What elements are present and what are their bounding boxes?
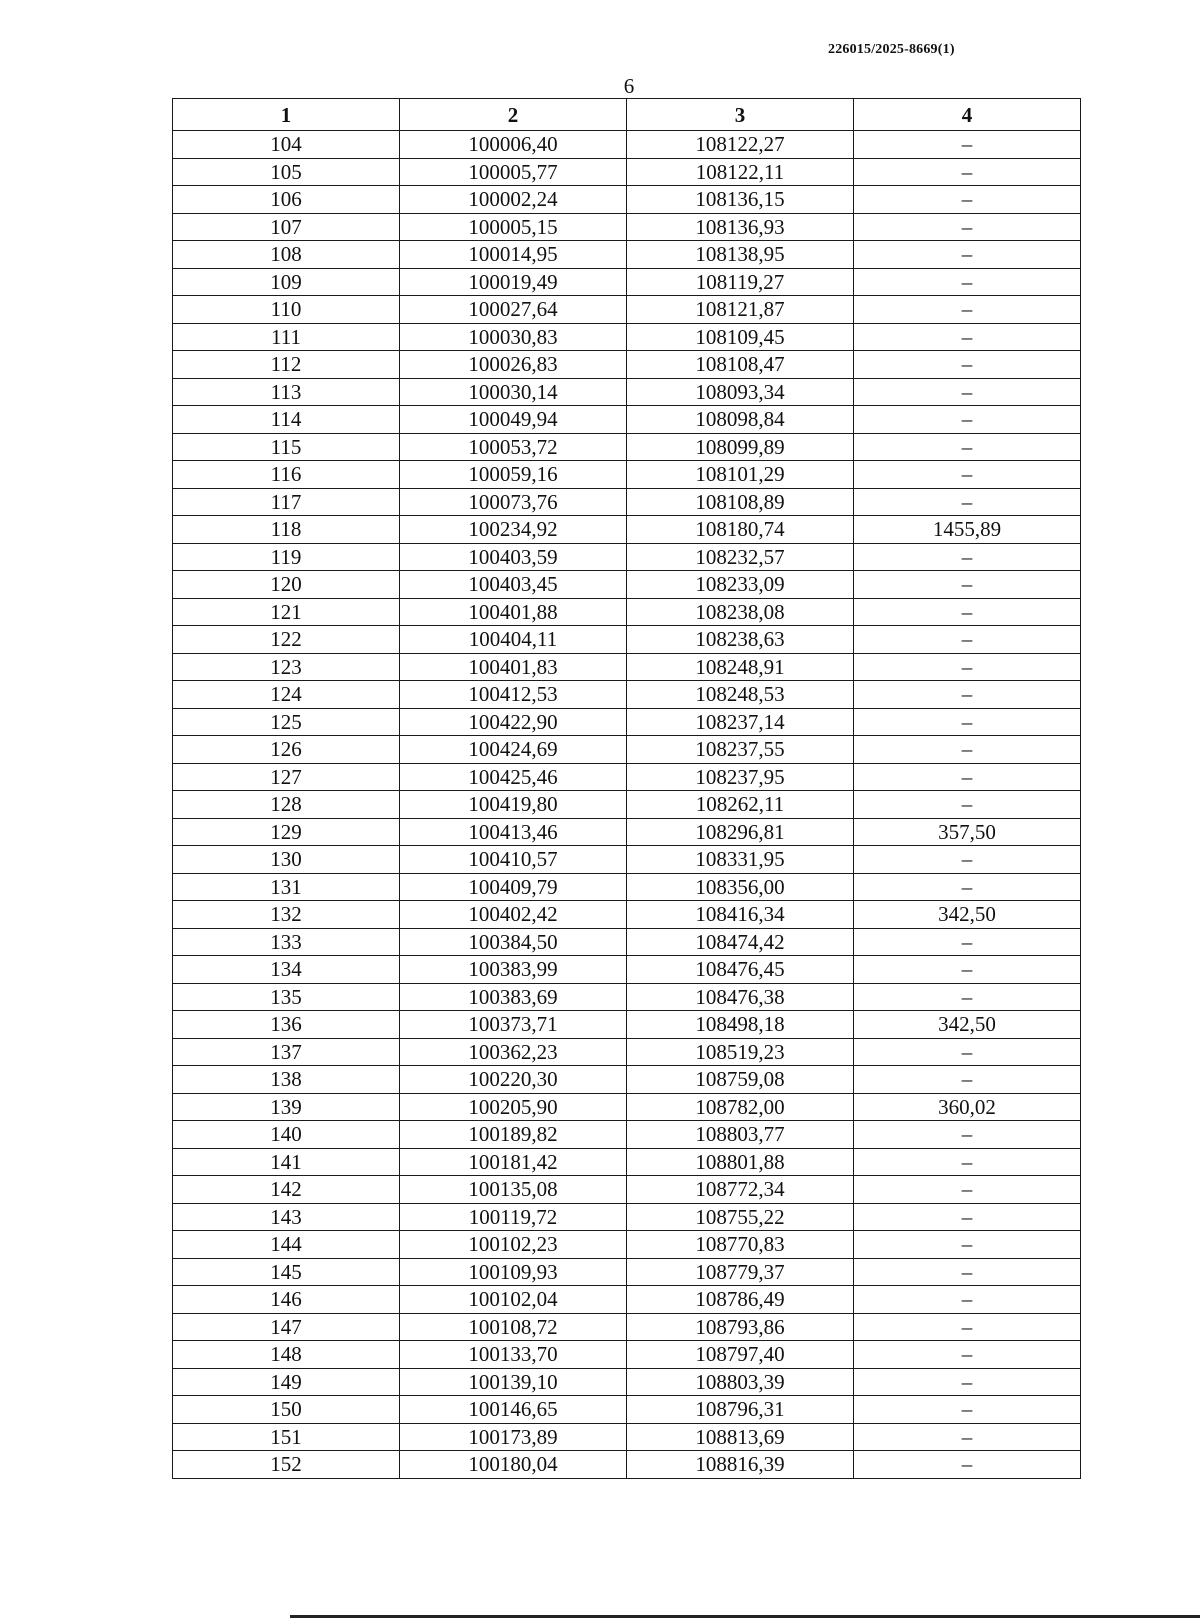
table-row bbox=[173, 763, 1081, 791]
table-row bbox=[173, 158, 1081, 186]
point-number-cell: 143 bbox=[173, 1203, 400, 1231]
length-cell: – bbox=[854, 1203, 1081, 1231]
coordinate-x-cell: 100413,46 bbox=[400, 818, 627, 846]
length-cell: – bbox=[854, 791, 1081, 819]
coordinate-y-cell: 108782,00 bbox=[627, 1093, 854, 1121]
length-cell: – bbox=[854, 1176, 1081, 1204]
coordinate-y-cell: 108793,86 bbox=[627, 1313, 854, 1341]
length-cell: 360,02 bbox=[854, 1093, 1081, 1121]
point-number-cell: 126 bbox=[173, 736, 400, 764]
column-header-3: 3 bbox=[627, 99, 854, 131]
table-row bbox=[173, 1231, 1081, 1259]
point-number-cell: 130 bbox=[173, 846, 400, 874]
point-number-cell: 113 bbox=[173, 378, 400, 406]
coordinate-x-cell: 100027,64 bbox=[400, 296, 627, 324]
point-number-cell: 148 bbox=[173, 1341, 400, 1369]
table-row bbox=[173, 791, 1081, 819]
point-number-cell: 145 bbox=[173, 1258, 400, 1286]
point-number-cell: 139 bbox=[173, 1093, 400, 1121]
coordinate-y-cell: 108813,69 bbox=[627, 1423, 854, 1451]
coordinate-x-cell: 100030,14 bbox=[400, 378, 627, 406]
point-number-cell: 141 bbox=[173, 1148, 400, 1176]
coordinate-y-cell: 108099,89 bbox=[627, 433, 854, 461]
length-cell: – bbox=[854, 1121, 1081, 1149]
length-cell: – bbox=[854, 708, 1081, 736]
point-number-cell: 123 bbox=[173, 653, 400, 681]
coordinate-x-cell: 100005,15 bbox=[400, 213, 627, 241]
point-number-cell: 110 bbox=[173, 296, 400, 324]
table-row bbox=[173, 1066, 1081, 1094]
coordinate-x-cell: 100403,45 bbox=[400, 571, 627, 599]
point-number-cell: 133 bbox=[173, 928, 400, 956]
coordinate-x-cell: 100424,69 bbox=[400, 736, 627, 764]
coordinate-x-cell: 100403,59 bbox=[400, 543, 627, 571]
coordinate-x-cell: 100002,24 bbox=[400, 186, 627, 214]
length-cell: – bbox=[854, 653, 1081, 681]
table-row bbox=[173, 241, 1081, 269]
length-cell: – bbox=[854, 928, 1081, 956]
table-row bbox=[173, 543, 1081, 571]
length-cell: – bbox=[854, 323, 1081, 351]
column-header-1: 1 bbox=[173, 99, 400, 131]
point-number-cell: 127 bbox=[173, 763, 400, 791]
length-cell: – bbox=[854, 378, 1081, 406]
table-row bbox=[173, 818, 1081, 846]
coordinate-x-cell: 100006,40 bbox=[400, 131, 627, 159]
point-number-cell: 142 bbox=[173, 1176, 400, 1204]
point-number-cell: 115 bbox=[173, 433, 400, 461]
table-row bbox=[173, 433, 1081, 461]
table-row bbox=[173, 983, 1081, 1011]
length-cell: – bbox=[854, 461, 1081, 489]
length-cell: – bbox=[854, 1396, 1081, 1424]
point-number-cell: 122 bbox=[173, 626, 400, 654]
table-row bbox=[173, 1341, 1081, 1369]
column-header-4: 4 bbox=[854, 99, 1081, 131]
coordinate-x-cell: 100412,53 bbox=[400, 681, 627, 709]
column-header-2: 2 bbox=[400, 99, 627, 131]
coordinate-x-cell: 100049,94 bbox=[400, 406, 627, 434]
coordinate-y-cell: 108119,27 bbox=[627, 268, 854, 296]
coordinate-x-cell: 100373,71 bbox=[400, 1011, 627, 1039]
table-row bbox=[173, 873, 1081, 901]
length-cell: 342,50 bbox=[854, 901, 1081, 929]
coordinate-x-cell: 100146,65 bbox=[400, 1396, 627, 1424]
coordinate-x-cell: 100362,23 bbox=[400, 1038, 627, 1066]
table-body bbox=[173, 131, 1081, 1479]
coordinate-y-cell: 108180,74 bbox=[627, 516, 854, 544]
coordinate-x-cell: 100030,83 bbox=[400, 323, 627, 351]
coordinate-x-cell: 100073,76 bbox=[400, 488, 627, 516]
length-cell: – bbox=[854, 983, 1081, 1011]
table-row bbox=[173, 1176, 1081, 1204]
point-number-cell: 135 bbox=[173, 983, 400, 1011]
length-cell: – bbox=[854, 1451, 1081, 1479]
table-row bbox=[173, 488, 1081, 516]
length-cell: – bbox=[854, 736, 1081, 764]
coordinate-x-cell: 100102,23 bbox=[400, 1231, 627, 1259]
table-row bbox=[173, 516, 1081, 544]
coordinate-y-cell: 108122,27 bbox=[627, 131, 854, 159]
length-cell: – bbox=[854, 598, 1081, 626]
coordinate-x-cell: 100205,90 bbox=[400, 1093, 627, 1121]
table-row bbox=[173, 351, 1081, 379]
point-number-cell: 131 bbox=[173, 873, 400, 901]
coordinate-x-cell: 100189,82 bbox=[400, 1121, 627, 1149]
point-number-cell: 112 bbox=[173, 351, 400, 379]
document-registration-number: 226015/2025-8669(1) bbox=[828, 42, 955, 57]
coordinate-y-cell: 108801,88 bbox=[627, 1148, 854, 1176]
coordinate-x-cell: 100173,89 bbox=[400, 1423, 627, 1451]
coordinate-x-cell: 100220,30 bbox=[400, 1066, 627, 1094]
length-cell: 357,50 bbox=[854, 818, 1081, 846]
coordinate-x-cell: 100410,57 bbox=[400, 846, 627, 874]
length-cell: – bbox=[854, 1286, 1081, 1314]
table-row bbox=[173, 131, 1081, 159]
length-cell: – bbox=[854, 213, 1081, 241]
point-number-cell: 129 bbox=[173, 818, 400, 846]
table-row bbox=[173, 1121, 1081, 1149]
length-cell: – bbox=[854, 158, 1081, 186]
coordinate-y-cell: 108238,63 bbox=[627, 626, 854, 654]
coordinate-x-cell: 100019,49 bbox=[400, 268, 627, 296]
table-row bbox=[173, 626, 1081, 654]
point-number-cell: 150 bbox=[173, 1396, 400, 1424]
length-cell: – bbox=[854, 1313, 1081, 1341]
coordinate-y-cell: 108237,14 bbox=[627, 708, 854, 736]
point-number-cell: 147 bbox=[173, 1313, 400, 1341]
table-row bbox=[173, 1038, 1081, 1066]
coordinate-y-cell: 108232,57 bbox=[627, 543, 854, 571]
coordinate-y-cell: 108816,39 bbox=[627, 1451, 854, 1479]
point-number-cell: 121 bbox=[173, 598, 400, 626]
coordinate-y-cell: 108803,39 bbox=[627, 1368, 854, 1396]
coordinate-y-cell: 108233,09 bbox=[627, 571, 854, 599]
table-row bbox=[173, 186, 1081, 214]
coordinate-x-cell: 100234,92 bbox=[400, 516, 627, 544]
length-cell: – bbox=[854, 268, 1081, 296]
coordinate-x-cell: 100180,04 bbox=[400, 1451, 627, 1479]
coordinate-y-cell: 108248,91 bbox=[627, 653, 854, 681]
point-number-cell: 120 bbox=[173, 571, 400, 599]
table-row bbox=[173, 928, 1081, 956]
coordinate-y-cell: 108237,55 bbox=[627, 736, 854, 764]
point-number-cell: 152 bbox=[173, 1451, 400, 1479]
length-cell: – bbox=[854, 406, 1081, 434]
point-number-cell: 151 bbox=[173, 1423, 400, 1451]
point-number-cell: 132 bbox=[173, 901, 400, 929]
page-number: 6 bbox=[623, 74, 635, 98]
table-row bbox=[173, 406, 1081, 434]
coordinate-y-cell: 108248,53 bbox=[627, 681, 854, 709]
coordinate-x-cell: 100014,95 bbox=[400, 241, 627, 269]
length-cell: – bbox=[854, 873, 1081, 901]
point-number-cell: 114 bbox=[173, 406, 400, 434]
coordinate-y-cell: 108755,22 bbox=[627, 1203, 854, 1231]
coordinate-y-cell: 108136,15 bbox=[627, 186, 854, 214]
point-number-cell: 119 bbox=[173, 543, 400, 571]
table-row bbox=[173, 461, 1081, 489]
coordinate-y-cell: 108331,95 bbox=[627, 846, 854, 874]
table-row bbox=[173, 901, 1081, 929]
coordinate-x-cell: 100139,10 bbox=[400, 1368, 627, 1396]
length-cell: 1455,89 bbox=[854, 516, 1081, 544]
point-number-cell: 109 bbox=[173, 268, 400, 296]
table-row bbox=[173, 296, 1081, 324]
point-number-cell: 149 bbox=[173, 1368, 400, 1396]
coordinate-y-cell: 108093,34 bbox=[627, 378, 854, 406]
length-cell: – bbox=[854, 131, 1081, 159]
coordinate-x-cell: 100383,69 bbox=[400, 983, 627, 1011]
length-cell: – bbox=[854, 1258, 1081, 1286]
coordinate-x-cell: 100133,70 bbox=[400, 1341, 627, 1369]
coordinate-x-cell: 100053,72 bbox=[400, 433, 627, 461]
coordinate-y-cell: 108101,29 bbox=[627, 461, 854, 489]
table-row bbox=[173, 956, 1081, 984]
table-row bbox=[173, 846, 1081, 874]
coordinate-y-cell: 108498,18 bbox=[627, 1011, 854, 1039]
page-bottom-rule bbox=[290, 1615, 1200, 1618]
coordinate-y-cell: 108108,89 bbox=[627, 488, 854, 516]
coordinate-y-cell: 108797,40 bbox=[627, 1341, 854, 1369]
coordinates-table bbox=[172, 98, 1081, 1479]
coordinate-x-cell: 100109,93 bbox=[400, 1258, 627, 1286]
length-cell: – bbox=[854, 351, 1081, 379]
point-number-cell: 136 bbox=[173, 1011, 400, 1039]
length-cell: – bbox=[854, 488, 1081, 516]
length-cell: – bbox=[854, 1066, 1081, 1094]
coordinate-x-cell: 100181,42 bbox=[400, 1148, 627, 1176]
coordinate-x-cell: 100108,72 bbox=[400, 1313, 627, 1341]
table-row bbox=[173, 708, 1081, 736]
table-row bbox=[173, 653, 1081, 681]
length-cell: – bbox=[854, 626, 1081, 654]
coordinate-x-cell: 100401,83 bbox=[400, 653, 627, 681]
coordinate-y-cell: 108474,42 bbox=[627, 928, 854, 956]
point-number-cell: 104 bbox=[173, 131, 400, 159]
point-number-cell: 117 bbox=[173, 488, 400, 516]
table-header bbox=[173, 99, 1081, 131]
coordinate-x-cell: 100026,83 bbox=[400, 351, 627, 379]
point-number-cell: 138 bbox=[173, 1066, 400, 1094]
length-cell: – bbox=[854, 433, 1081, 461]
point-number-cell: 108 bbox=[173, 241, 400, 269]
point-number-cell: 106 bbox=[173, 186, 400, 214]
table-row bbox=[173, 1148, 1081, 1176]
coordinate-y-cell: 108138,95 bbox=[627, 241, 854, 269]
length-cell: – bbox=[854, 1423, 1081, 1451]
table-row bbox=[173, 1451, 1081, 1479]
table-row bbox=[173, 1258, 1081, 1286]
coordinate-y-cell: 108109,45 bbox=[627, 323, 854, 351]
point-number-cell: 116 bbox=[173, 461, 400, 489]
table-row bbox=[173, 268, 1081, 296]
coordinate-y-cell: 108786,49 bbox=[627, 1286, 854, 1314]
point-number-cell: 105 bbox=[173, 158, 400, 186]
length-cell: – bbox=[854, 1148, 1081, 1176]
table-row bbox=[173, 1368, 1081, 1396]
table-row bbox=[173, 323, 1081, 351]
point-number-cell: 137 bbox=[173, 1038, 400, 1066]
coordinate-y-cell: 108796,31 bbox=[627, 1396, 854, 1424]
point-number-cell: 124 bbox=[173, 681, 400, 709]
coordinate-y-cell: 108772,34 bbox=[627, 1176, 854, 1204]
coordinate-y-cell: 108519,23 bbox=[627, 1038, 854, 1066]
coordinate-y-cell: 108238,08 bbox=[627, 598, 854, 626]
length-cell: – bbox=[854, 571, 1081, 599]
point-number-cell: 125 bbox=[173, 708, 400, 736]
coordinate-y-cell: 108262,11 bbox=[627, 791, 854, 819]
header-row bbox=[173, 99, 1081, 131]
table-row bbox=[173, 1203, 1081, 1231]
point-number-cell: 134 bbox=[173, 956, 400, 984]
coordinate-y-cell: 108121,87 bbox=[627, 296, 854, 324]
coordinate-y-cell: 108108,47 bbox=[627, 351, 854, 379]
table-row bbox=[173, 378, 1081, 406]
coordinate-x-cell: 100404,11 bbox=[400, 626, 627, 654]
coordinate-x-cell: 100409,79 bbox=[400, 873, 627, 901]
point-number-cell: 140 bbox=[173, 1121, 400, 1149]
coordinate-x-cell: 100059,16 bbox=[400, 461, 627, 489]
coordinate-x-cell: 100384,50 bbox=[400, 928, 627, 956]
length-cell: – bbox=[854, 543, 1081, 571]
coordinate-y-cell: 108770,83 bbox=[627, 1231, 854, 1259]
length-cell: – bbox=[854, 296, 1081, 324]
point-number-cell: 146 bbox=[173, 1286, 400, 1314]
point-number-cell: 144 bbox=[173, 1231, 400, 1259]
coordinate-y-cell: 108803,77 bbox=[627, 1121, 854, 1149]
table-row bbox=[173, 213, 1081, 241]
point-number-cell: 118 bbox=[173, 516, 400, 544]
point-number-cell: 111 bbox=[173, 323, 400, 351]
length-cell: – bbox=[854, 1231, 1081, 1259]
coordinate-x-cell: 100102,04 bbox=[400, 1286, 627, 1314]
point-number-cell: 107 bbox=[173, 213, 400, 241]
length-cell: – bbox=[854, 1038, 1081, 1066]
length-cell: 342,50 bbox=[854, 1011, 1081, 1039]
table-row bbox=[173, 1313, 1081, 1341]
coordinate-y-cell: 108779,37 bbox=[627, 1258, 854, 1286]
length-cell: – bbox=[854, 241, 1081, 269]
coordinate-x-cell: 100401,88 bbox=[400, 598, 627, 626]
coordinate-y-cell: 108136,93 bbox=[627, 213, 854, 241]
coordinate-y-cell: 108098,84 bbox=[627, 406, 854, 434]
length-cell: – bbox=[854, 1368, 1081, 1396]
length-cell: – bbox=[854, 1341, 1081, 1369]
coordinate-x-cell: 100425,46 bbox=[400, 763, 627, 791]
coordinate-y-cell: 108356,00 bbox=[627, 873, 854, 901]
coordinate-y-cell: 108476,45 bbox=[627, 956, 854, 984]
coordinate-y-cell: 108759,08 bbox=[627, 1066, 854, 1094]
coordinate-x-cell: 100119,72 bbox=[400, 1203, 627, 1231]
coordinate-x-cell: 100419,80 bbox=[400, 791, 627, 819]
table-row bbox=[173, 1286, 1081, 1314]
coordinate-y-cell: 108237,95 bbox=[627, 763, 854, 791]
length-cell: – bbox=[854, 763, 1081, 791]
length-cell: – bbox=[854, 186, 1081, 214]
coordinate-x-cell: 100005,77 bbox=[400, 158, 627, 186]
coordinate-x-cell: 100402,42 bbox=[400, 901, 627, 929]
length-cell: – bbox=[854, 846, 1081, 874]
coordinate-y-cell: 108476,38 bbox=[627, 983, 854, 1011]
table-row bbox=[173, 681, 1081, 709]
length-cell: – bbox=[854, 956, 1081, 984]
table-row bbox=[173, 571, 1081, 599]
coordinate-x-cell: 100422,90 bbox=[400, 708, 627, 736]
table-row bbox=[173, 1093, 1081, 1121]
point-number-cell: 128 bbox=[173, 791, 400, 819]
coordinate-y-cell: 108296,81 bbox=[627, 818, 854, 846]
coordinate-y-cell: 108122,11 bbox=[627, 158, 854, 186]
coordinate-x-cell: 100135,08 bbox=[400, 1176, 627, 1204]
coordinate-y-cell: 108416,34 bbox=[627, 901, 854, 929]
coordinate-x-cell: 100383,99 bbox=[400, 956, 627, 984]
table-row bbox=[173, 736, 1081, 764]
table-row bbox=[173, 1011, 1081, 1039]
table-row bbox=[173, 598, 1081, 626]
table-row bbox=[173, 1396, 1081, 1424]
length-cell: – bbox=[854, 681, 1081, 709]
table-row bbox=[173, 1423, 1081, 1451]
